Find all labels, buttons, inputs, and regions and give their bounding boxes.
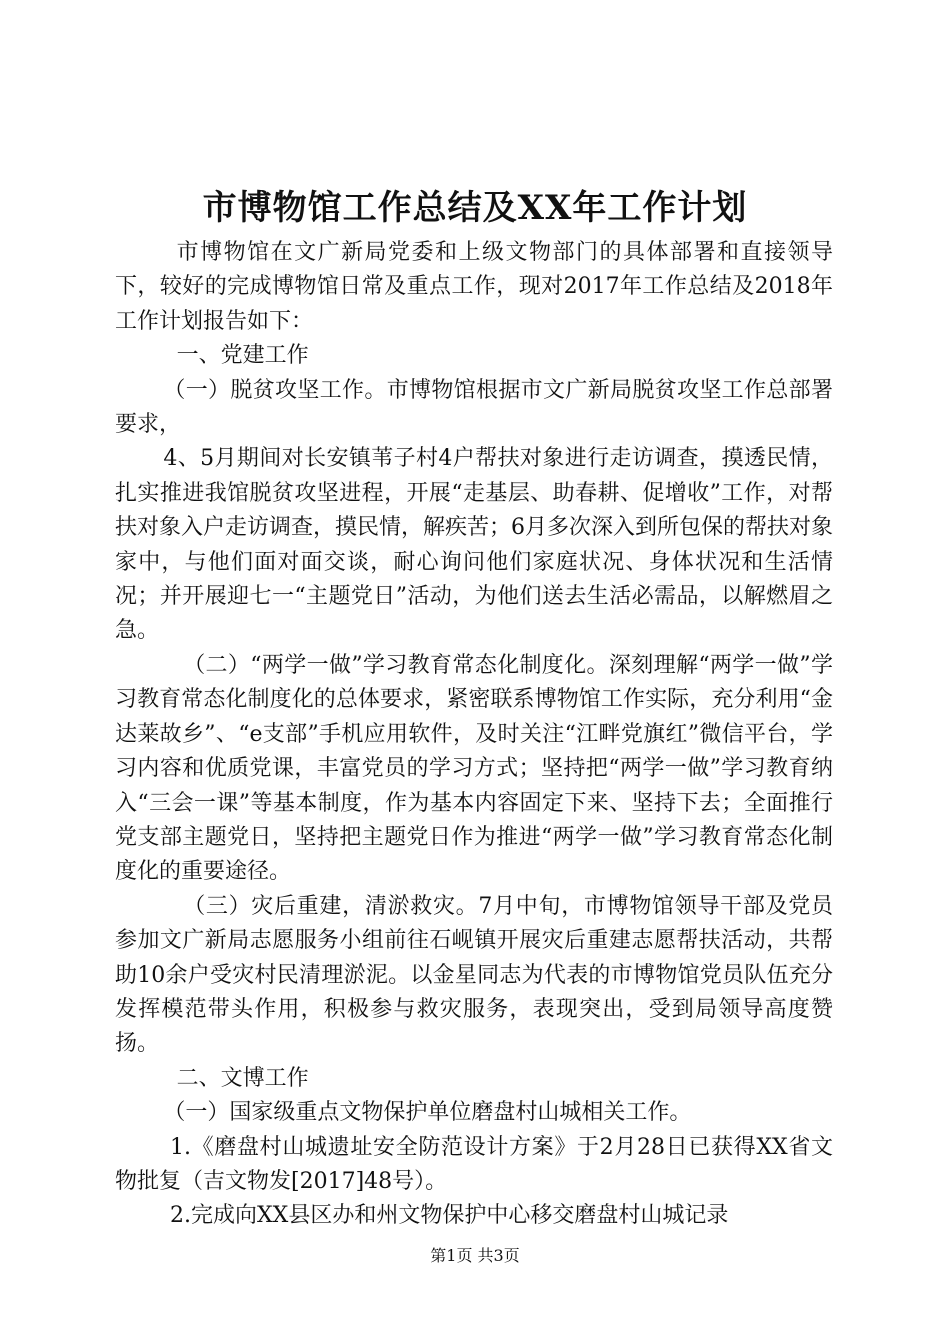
poverty-alleviation-details: 4、5月期间对长安镇苇子村4户帮扶对象进行走访调查，摸透民情，扎实推进我馆脱贫攻坚进程，开展“走基层、助春耕、促增收”工作，对帮扶对象入户走访调查，摸民情，解疾苦；6月多次深入到所包保的帮扶对象家中，与他们面对面交谈，耐心询问他们家庭状况、身体状况和生活情况；并开展迎七一“主题党日”活动，为他们送去生活必需品，以解燃眉之急。 xyxy=(115,446,833,644)
subsection-poverty-alleviation: （一）脱贫攻坚工作。市博物馆根据市文广新局脱贫攻坚工作总部署要求， xyxy=(115,377,833,438)
intro-paragraph: 市博物馆在文广新局党委和上级文物部门的具体部署和直接领导下，较好的完成博物馆日常及重点工作，现对2017年工作总结及2018年工作计划报告如下： xyxy=(115,240,833,334)
numbered-item-1: 1.《磨盘村山城遗址安全防范设计方案》于2月28日已获得XX省文物批复（吉文物发[2017]48号）。 xyxy=(115,1134,833,1194)
subsection-mopan-village-fortress: （一）国家级重点文物保护单位磨盘村山城相关工作。 xyxy=(163,1100,692,1126)
numbered-item-2: 2.完成向XX县区办和州文物保护中心移交磨盘村山城记录 xyxy=(170,1203,729,1229)
subsection-disaster-reconstruction: （三）灾后重建，清淤救灾。7月中旬，市博物馆领导干部及党员参加文广新局志愿服务小组前往石岘镇开展灾后重建志愿帮扶活动，共帮助10余户受灾村民清理淤泥。以金星同志为代表的市博物馆党员队伍充分发挥模范带头作用，积极参与救灾服务，表现突出，受到局领导高度赞扬。 xyxy=(115,893,833,1057)
section-heading-cultural-museum: 二、文博工作 xyxy=(176,1065,309,1091)
document-body xyxy=(115,236,833,1234)
document-title: 市博物馆工作总结及XX年工作计划 xyxy=(202,188,748,228)
subsection-two-studies-one-action: （二）“两学一做”学习教育常态化制度化。深刻理解“两学一做”学习教育常态化制度化的总体要求，紧密联系博物馆工作实际，充分利用“金达莱故乡”、“e支部”手机应用软件，及时关注“江畔党旗红”微信平台，学习内容和优质党课，丰富党员的学习方式；坚持把“两学一做”学习教育纳入“三会一课”等基本制度，作为基本内容固定下来、坚持下去；全面推行党支部主题党日，坚持把主题党日作为推进“两学一做”学习教育常态化制度化的重要途径。 xyxy=(115,652,833,885)
section-heading-party-building: 一、党建工作 xyxy=(176,343,309,369)
page-footer: 第1页 共3页 xyxy=(430,1246,520,1265)
